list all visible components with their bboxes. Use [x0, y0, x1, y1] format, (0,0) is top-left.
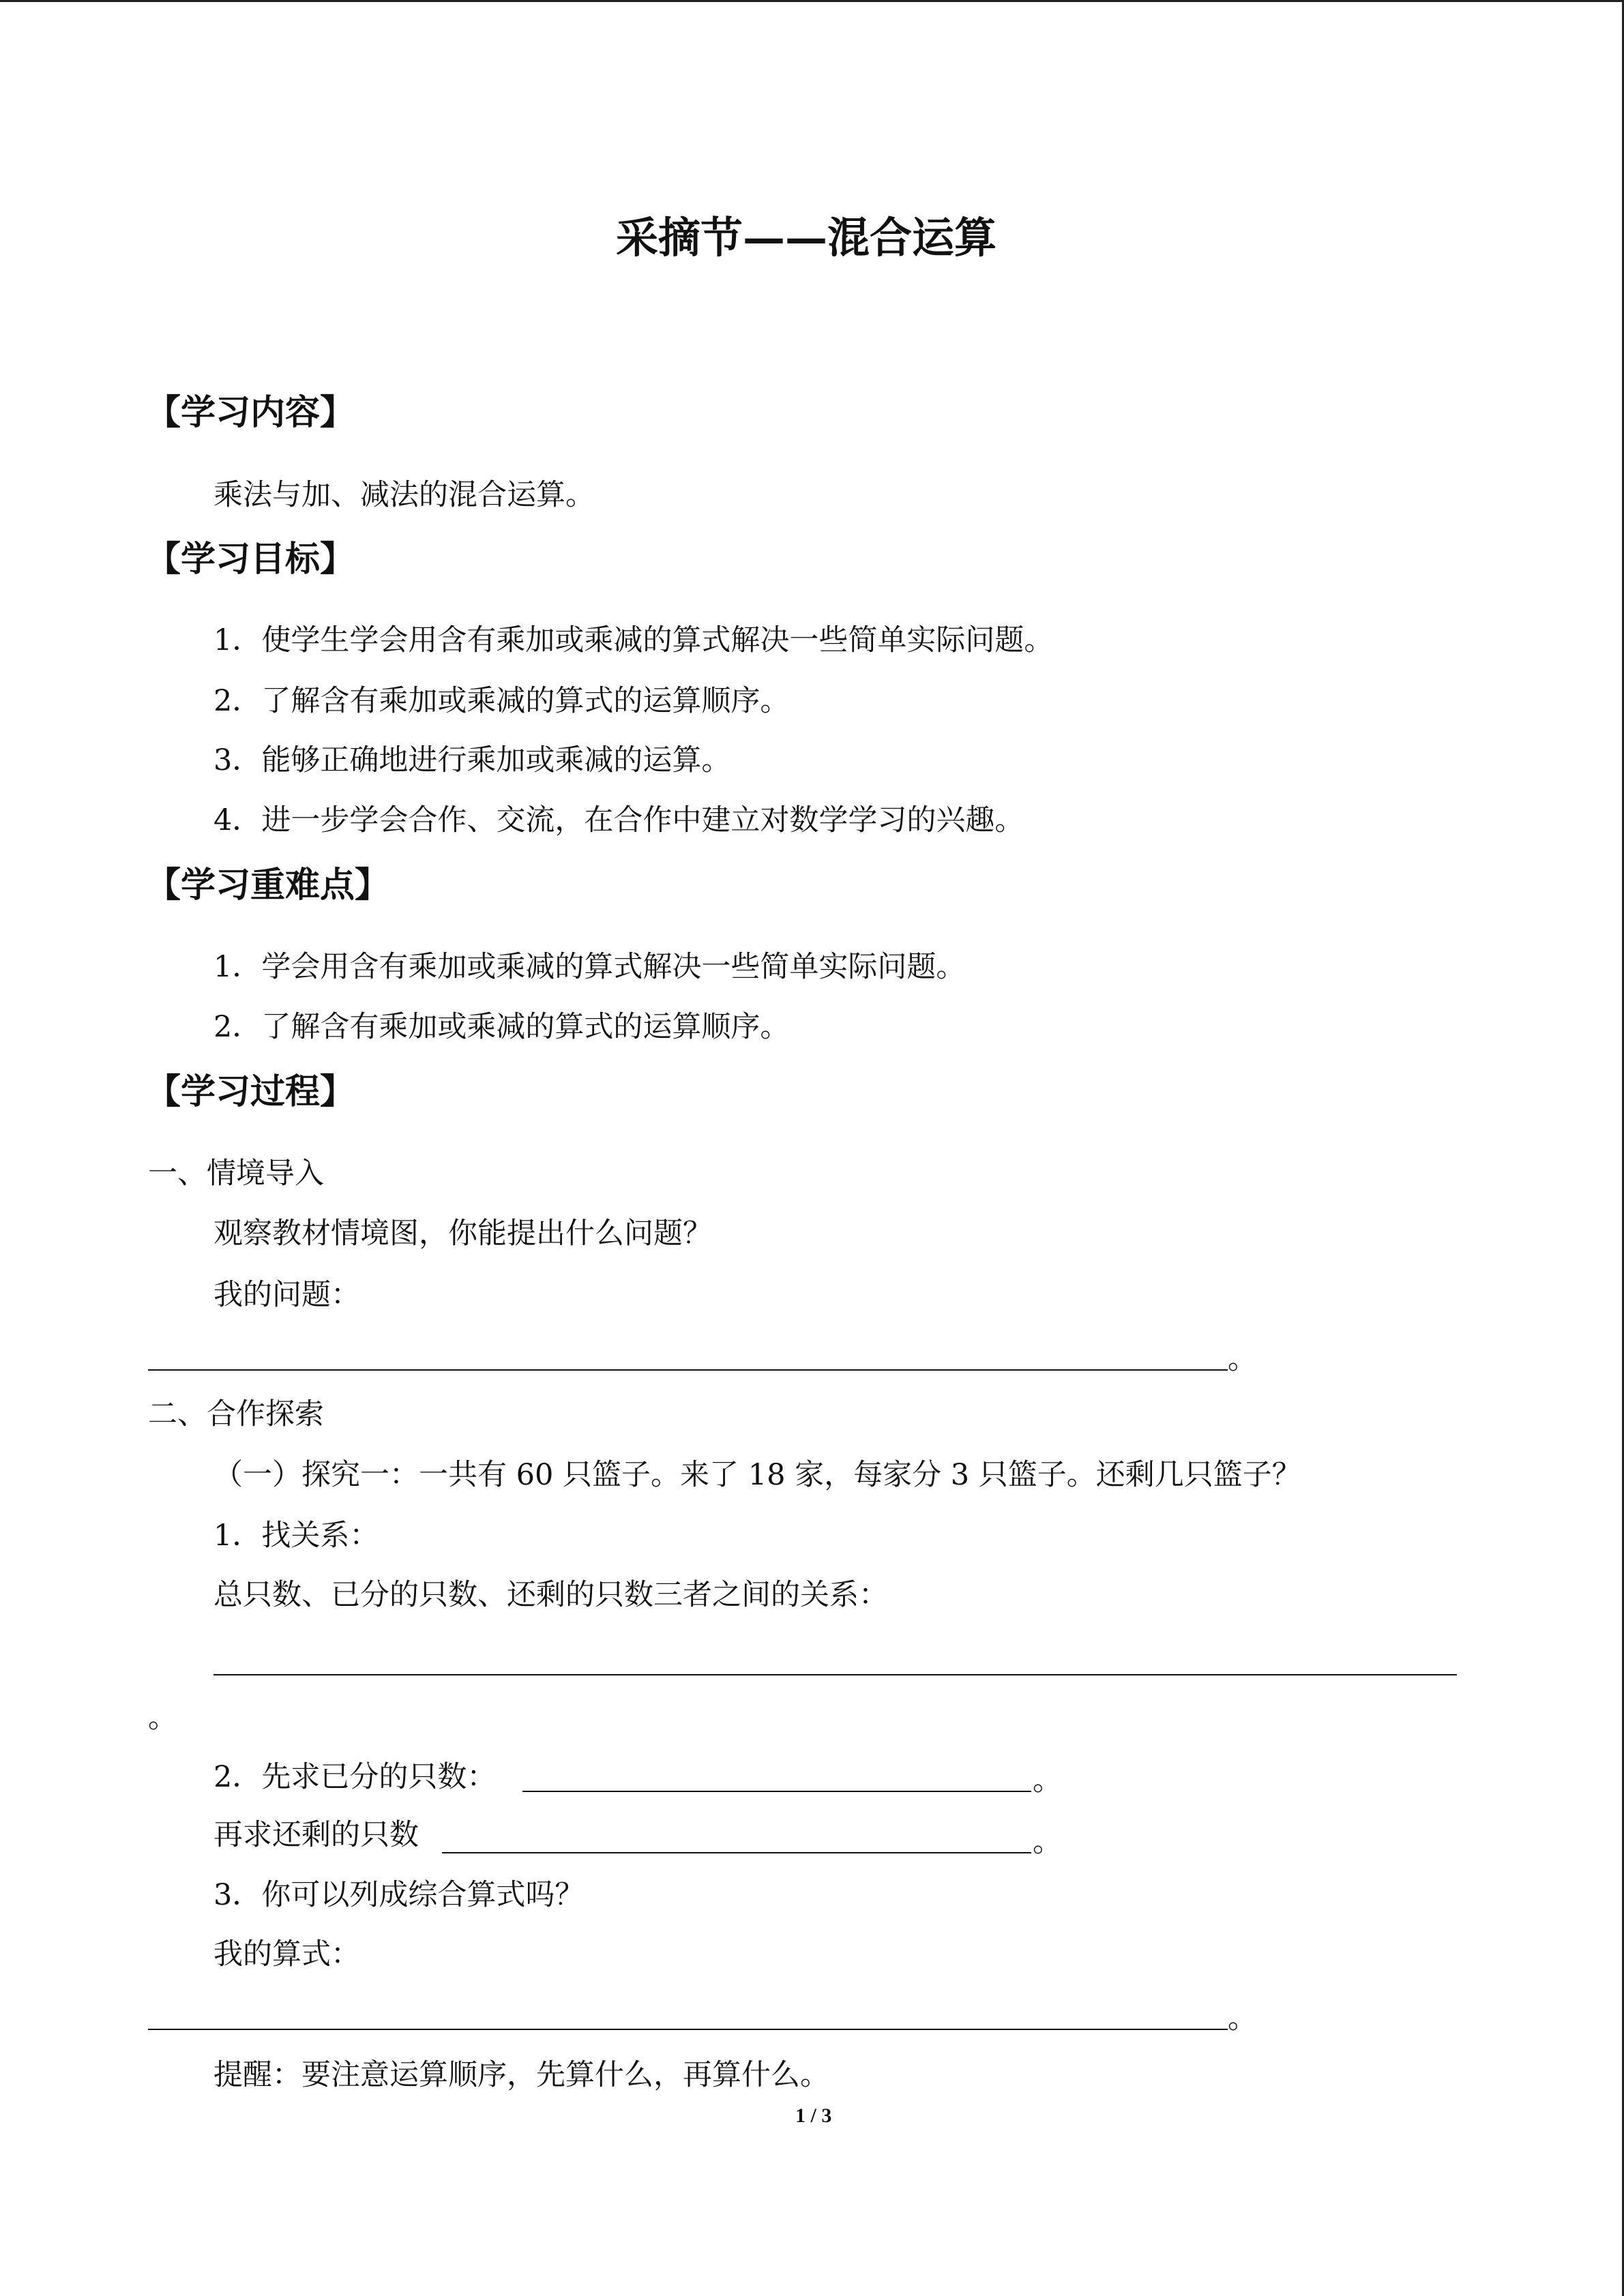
- page-top-border: [0, 0, 1624, 2]
- heading-learning-content: 【学习内容】: [146, 392, 355, 433]
- page-title: 采摘节——混合运算: [616, 213, 997, 263]
- part2-reminder: 提醒：要注意运算顺序，先算什么，再算什么。: [213, 2058, 829, 2092]
- learning-content-text: 乘法与加、减法的混合运算。: [213, 478, 595, 512]
- key-point-item-1: 1．学会用含有乘加或乘减的算式解决一些简单实际问题。: [213, 950, 966, 984]
- answer-line-question: [148, 1369, 1228, 1371]
- answer-line-remaining-end: 。: [1033, 1825, 1062, 1859]
- part2-step2-a: 2．先求已分的只数：: [213, 1760, 497, 1794]
- part2-title: 二、合作探索: [148, 1397, 324, 1431]
- answer-line-question-end: 。: [1228, 1342, 1257, 1376]
- goal-item-1: 1．使学生学会用含有乘加或乘减的算式解决一些简单实际问题。: [213, 623, 1054, 657]
- heading-learning-goals: 【学习目标】: [146, 539, 355, 580]
- answer-line-relation-end: 。: [148, 1701, 177, 1735]
- goal-item-3: 3．能够正确地进行乘加或乘减的运算。: [213, 743, 731, 777]
- page-number: 1 / 3: [795, 2104, 832, 2127]
- answer-line-divided-end: 。: [1033, 1763, 1062, 1798]
- part2-relation: 总只数、已分的只数、还剩的只数三者之间的关系：: [213, 1578, 888, 1612]
- part2-step1: 1．找关系：: [213, 1519, 379, 1553]
- goal-item-2: 2．了解含有乘加或乘减的算式的运算顺序。: [213, 684, 790, 718]
- part1-prompt: 我的问题：: [213, 1278, 360, 1312]
- part1-question: 观察教材情境图，你能提出什么问题？: [213, 1217, 712, 1251]
- answer-line-remaining: [442, 1852, 1031, 1853]
- answer-line-formula: [148, 2029, 1228, 2030]
- goal-item-4: 4．进一步学会合作、交流，在合作中建立对数学学习的兴趣。: [213, 803, 1024, 837]
- key-point-item-2: 2．了解含有乘加或乘减的算式的运算顺序。: [213, 1010, 790, 1044]
- answer-line-divided: [522, 1791, 1031, 1792]
- answer-line-relation: [213, 1674, 1457, 1675]
- part1-title: 一、情境导入: [148, 1157, 324, 1191]
- part2-formula-prompt: 我的算式：: [213, 1937, 360, 1971]
- heading-learning-process: 【学习过程】: [146, 1071, 355, 1112]
- answer-line-formula-end: 。: [1228, 2001, 1257, 2036]
- part2-step2-b: 再求还剩的只数: [213, 1818, 419, 1852]
- heading-key-points: 【学习重难点】: [146, 865, 390, 906]
- part2-step3: 3．你可以列成综合算式吗？: [213, 1878, 585, 1912]
- part2-problem: （一）探究一：一共有 60 只篮子。来了 18 家，每家分 3 只篮子。还剩几只篮子？: [213, 1458, 1301, 1492]
